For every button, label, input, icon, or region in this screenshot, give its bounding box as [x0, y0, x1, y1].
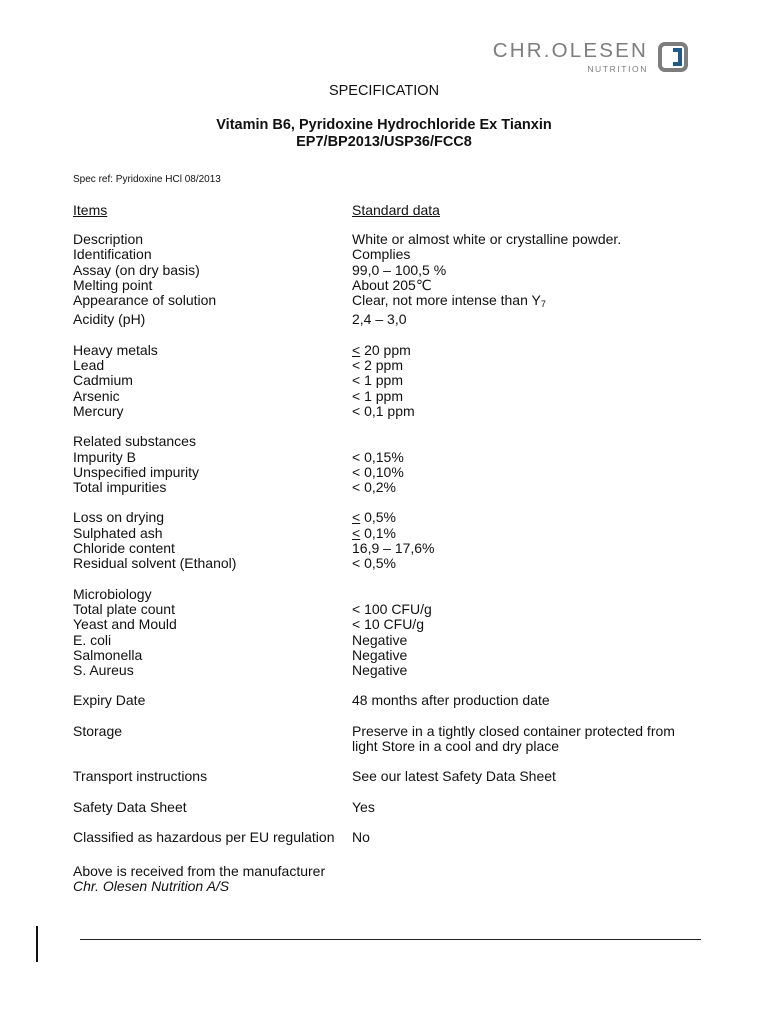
standard-value [352, 263, 713, 278]
standard-value-continuation: light Store in a cool and dry place [352, 738, 560, 755]
standard-value [352, 465, 713, 480]
spec-row [73, 830, 713, 845]
item-name: Acidity (pH) [73, 311, 146, 328]
spec-row [73, 587, 713, 602]
item-name: Related substances [73, 433, 196, 450]
standard-value [352, 556, 713, 571]
section-gap [73, 815, 713, 830]
item-name: Microbiology [73, 585, 152, 602]
value-text: < 2 ppm [352, 357, 403, 374]
value-text: Complies [352, 246, 411, 263]
document-title: SPECIFICATION [328, 83, 440, 99]
spec-row [73, 434, 713, 449]
standard-value [352, 232, 713, 247]
section-gap [73, 495, 713, 510]
margin-bar [36, 926, 38, 962]
item-name: Cadmium [73, 372, 133, 389]
spec-row [73, 633, 713, 648]
limit-symbol: < [352, 509, 361, 526]
standard-value [352, 450, 713, 465]
spec-row [73, 663, 713, 678]
item-name: Yeast and Mould [73, 616, 177, 633]
item-name-empty [73, 739, 352, 754]
standard-value [352, 312, 713, 327]
item-name: Total plate count [73, 600, 175, 617]
spec-row [73, 480, 713, 495]
value-text: Negative [352, 662, 408, 679]
item-name: Heavy metals [73, 341, 158, 358]
spec-row [73, 293, 713, 312]
standard-value [352, 510, 713, 525]
spec-row [73, 724, 713, 739]
standard-value [352, 373, 713, 388]
standard-value [352, 663, 713, 678]
standard-value [352, 617, 713, 632]
value-text: < 0,5% [352, 555, 396, 572]
standard-value [352, 602, 713, 617]
section-gap [73, 678, 713, 693]
spec-row [73, 648, 713, 663]
column-header-items: Items [73, 202, 108, 218]
value-subscript: 7 [540, 299, 546, 310]
item-name: Impurity B [73, 448, 137, 465]
spec-row [73, 358, 713, 373]
section-gap [73, 419, 713, 434]
product-standards: EP7/BP2013/USP36/FCC8 [296, 134, 472, 150]
standard-value [352, 389, 713, 404]
item-name: Lead [73, 357, 105, 374]
value-text: 16,9 – 17,6% [352, 540, 435, 557]
limit-symbol: < [352, 524, 361, 541]
item-name: Transport instructions [73, 768, 208, 785]
value-text: 20 ppm [360, 341, 411, 358]
item-name: Residual solvent (Ethanol) [73, 555, 237, 572]
item-name: Safety Data Sheet [73, 798, 187, 815]
spec-row [73, 247, 713, 262]
value-text: < 100 CFU/g [352, 600, 432, 617]
value-text: < 1 ppm [352, 387, 403, 404]
standard-value [352, 648, 713, 663]
spec-row [73, 389, 713, 404]
spec-row [73, 465, 713, 480]
spec-row [73, 602, 713, 617]
standard-value [352, 587, 713, 602]
limit-symbol: < [352, 341, 361, 358]
spec-row [73, 541, 713, 556]
logo-mark-icon [658, 42, 688, 72]
standard-value [352, 830, 713, 845]
column-header-standard: Standard data [352, 202, 440, 218]
item-name: Storage [73, 722, 123, 739]
standard-value [352, 404, 713, 419]
standard-value [352, 358, 713, 373]
spec-row [73, 769, 713, 784]
value-text: No [352, 828, 370, 845]
item-name: Appearance of solution [73, 292, 217, 309]
value-text: Preserve in a tightly closed container protected from [352, 722, 675, 739]
item-name: Identification [73, 246, 152, 263]
value-text: See our latest Safety Data Sheet [352, 768, 556, 785]
spec-row [73, 800, 713, 815]
value-text: < 1 ppm [352, 372, 403, 389]
standard-value [352, 633, 713, 648]
specification-table [73, 232, 713, 845]
spec-row [73, 312, 713, 327]
item-name: Assay (on dry basis) [73, 261, 200, 278]
spec-row [73, 693, 713, 708]
value-text: < 10 CFU/g [352, 616, 424, 633]
spec-row [73, 617, 713, 632]
value-text: Negative [352, 646, 408, 663]
spec-row [73, 526, 713, 541]
item-name: Arsenic [73, 387, 120, 404]
value-text: Yes [352, 798, 375, 815]
product-name: Vitamin B6, Pyridoxine Hydrochloride Ex Tianxin [216, 117, 552, 133]
value-text: < 0,1 ppm [352, 402, 415, 419]
value-text: 0,5% [360, 509, 396, 526]
item-name: Expiry Date [73, 692, 146, 709]
spec-reference: Spec ref: Pyridoxine HCl 08/2013 [73, 174, 221, 185]
value-text: < 0,15% [352, 448, 404, 465]
section-gap [73, 572, 713, 587]
standard-value [352, 541, 713, 556]
standard-value [352, 769, 713, 784]
item-name: Sulphated ash [73, 524, 163, 541]
item-name: Chloride content [73, 540, 175, 557]
value-text: < 0,10% [352, 463, 404, 480]
footer-company: Chr. Olesen Nutrition A/S [73, 878, 230, 895]
spec-row [73, 232, 713, 247]
standard-value [352, 724, 713, 739]
logo-subtitle: NUTRITION [587, 64, 648, 74]
footer-divider [80, 939, 701, 940]
item-name: Mercury [73, 402, 124, 419]
standard-value [352, 480, 713, 495]
value-text: White or almost white or crystalline powder. [352, 231, 622, 247]
standard-value [352, 693, 713, 708]
item-name: Unspecified impurity [73, 463, 200, 480]
section-gap [73, 709, 713, 724]
section-gap [73, 754, 713, 769]
value-text: 2,4 – 3,0 [352, 311, 407, 328]
value-text: 48 months after production date [352, 692, 550, 709]
spec-row [73, 263, 713, 278]
spec-row-continuation [73, 739, 713, 754]
standard-value [352, 278, 713, 293]
footer-source: Above is received from the manufacturer [73, 863, 326, 879]
logo-wordmark: CHR.OLESEN [492, 39, 648, 62]
value-text: Clear, not more intense than Y [352, 292, 541, 309]
spec-row [73, 510, 713, 525]
item-name: Melting point [73, 276, 153, 293]
standard-value [352, 247, 713, 262]
standard-value [352, 526, 713, 541]
item-name: Salmonella [73, 646, 143, 663]
value-text: Negative [352, 631, 408, 648]
value-text: 0,1% [360, 524, 396, 541]
section-gap [73, 328, 713, 343]
spec-row [73, 556, 713, 571]
item-name: S. Aureus [73, 662, 134, 679]
spec-row [73, 343, 713, 358]
value-text: 99,0 – 100,5 % [352, 261, 447, 278]
standard-value [352, 800, 713, 815]
spec-row [73, 278, 713, 293]
section-gap [73, 785, 713, 800]
spec-row [73, 450, 713, 465]
spec-row [73, 373, 713, 388]
value-text: About 205℃ [352, 276, 432, 293]
item-name: Classified as hazardous per EU regulation [73, 828, 335, 845]
standard-value [352, 293, 713, 312]
footer-note [73, 864, 325, 895]
standard-value [352, 343, 713, 358]
item-name: Description [73, 231, 144, 247]
item-name: E. coli [73, 631, 112, 648]
item-name: Total impurities [73, 479, 167, 496]
item-name: Loss on drying [73, 509, 165, 526]
value-text: < 0,2% [352, 479, 396, 496]
spec-row [73, 404, 713, 419]
company-logo [470, 40, 700, 74]
standard-value [352, 434, 713, 449]
